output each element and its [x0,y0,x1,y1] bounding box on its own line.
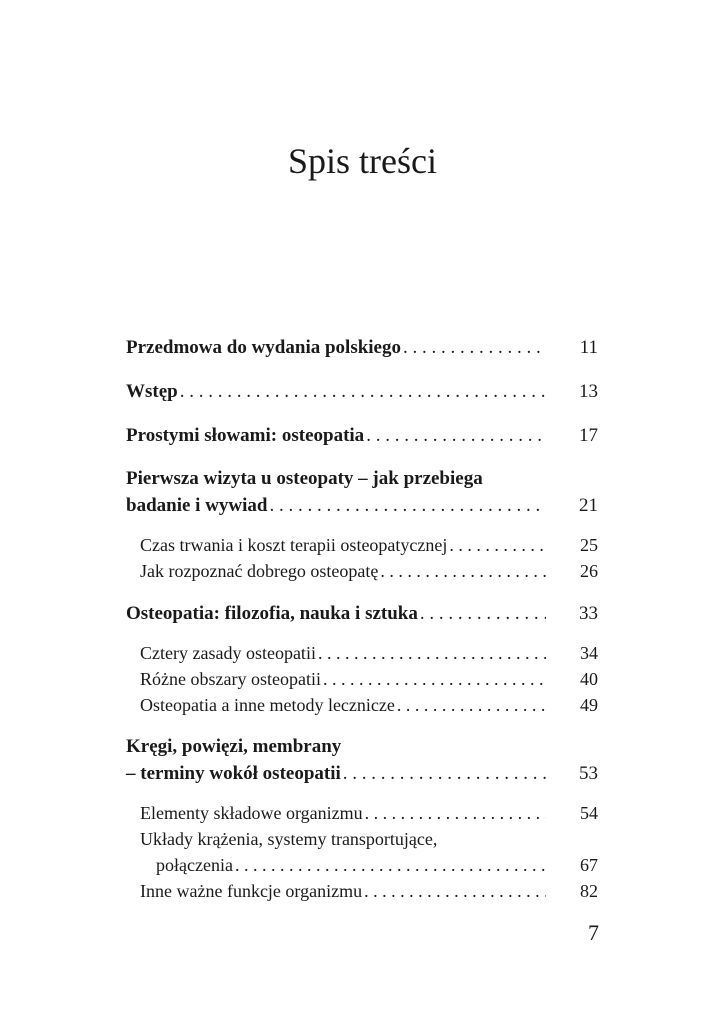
toc-entry [126,492,598,520]
dot-leader [449,532,546,558]
toc-entry-label-line: Pierwsza wizyta u osteopaty – jak przebiega [126,468,483,489]
toc-entry [126,760,598,788]
toc-entry-page: 33 [579,603,598,624]
toc-entry-label: Cztery zasady osteopatii [140,643,316,663]
page-number: 7 [588,920,599,945]
toc-entry-label: Czas trwania i koszt terapii osteopatycznej [140,535,448,555]
toc-subentry [126,800,598,826]
toc-subentry [126,666,598,692]
dot-leader [343,760,546,788]
dot-leader [366,422,546,450]
dot-leader [323,666,546,692]
toc-entry-page: 26 [580,561,598,581]
dot-leader [180,378,546,406]
toc-entry [126,422,598,450]
dot-leader [318,640,546,666]
dot-leader [364,878,546,904]
toc-entry-page: 40 [580,669,598,689]
toc-entry-label: Prostymi słowami: osteopatia [126,425,365,446]
toc-subentry [126,558,598,584]
dot-leader [365,800,546,826]
dot-leader [420,600,546,628]
toc-entry-label: Osteopatia: filozofia, nauka i sztuka [126,603,418,624]
toc-entry-label: Różne obszary osteopatii [140,669,321,689]
toc-subentry [126,532,598,558]
toc-entry [126,600,598,628]
toc-entry-page: 67 [580,855,598,875]
dot-leader [235,852,546,878]
page-title: Spis treści [288,141,437,181]
toc-entry-label: Jak rozpoznać dobrego osteopatę [140,561,379,581]
dot-leader [380,558,546,584]
toc-subentry [126,878,598,904]
toc-entry-page: 21 [579,495,598,516]
toc-entry-label: Elementy składowe organizmu [140,803,363,823]
toc-entry-label: Inne ważne funkcje organizmu [140,881,363,901]
toc-entry-page: 11 [579,337,598,358]
toc-entry [126,378,598,406]
toc-entry-page: 17 [579,425,598,446]
toc-entry-label: Osteopatia a inne metody lecznicze [140,695,395,715]
dot-leader [397,692,546,718]
toc-entry-label: Wstęp [126,381,178,402]
table-of-contents [126,334,598,904]
dot-leader [403,334,546,362]
toc-entry-page: 25 [580,535,598,555]
toc-entry-label: badanie i wywiad [126,495,268,516]
toc-entry-page: 53 [579,763,598,784]
toc-subentry [126,852,598,878]
toc-entry-label-line: Kręgi, powięzi, membrany [126,736,342,757]
dot-leader [269,492,546,520]
toc-entry-page: 49 [580,695,598,715]
toc-entry-page: 82 [580,881,598,901]
toc-entry-page: 54 [580,803,598,823]
toc-entry-label: Przedmowa do wydania polskiego [126,337,401,358]
toc-entry-page: 34 [580,643,598,663]
toc-entry-label: połączenia [156,855,233,875]
toc-entry [126,334,598,362]
toc-subentry [126,692,598,718]
toc-subentry [126,640,598,666]
toc-entry-page: 13 [579,381,598,402]
toc-entry-label-line: Układy krążenia, systemy transportujące, [140,829,438,849]
toc-entry-label: – terminy wokół osteopatii [126,763,341,784]
